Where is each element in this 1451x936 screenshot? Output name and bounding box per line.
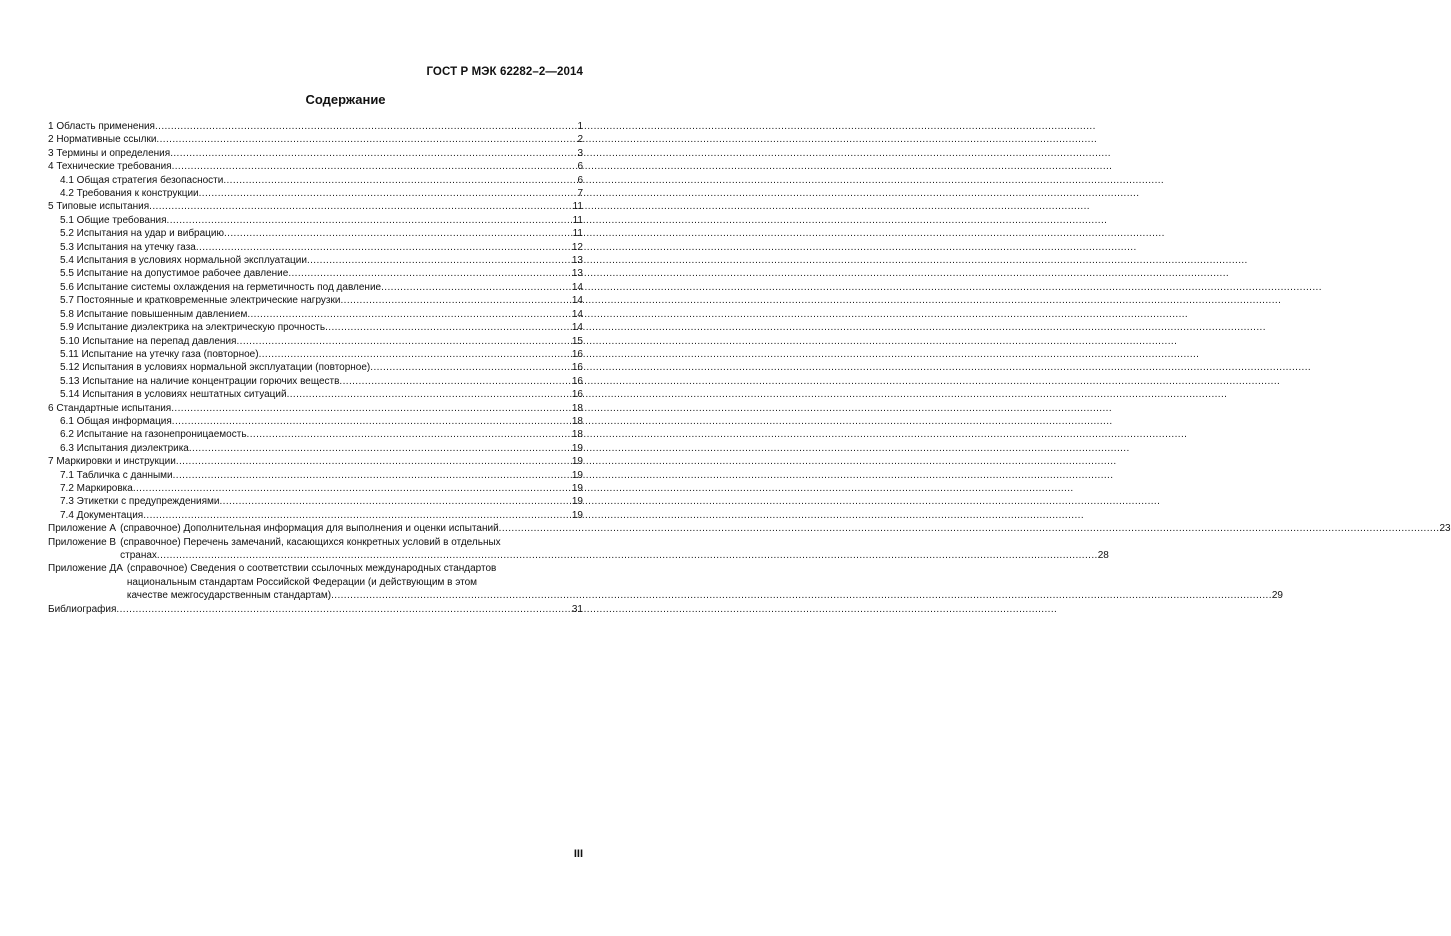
toc-entry-page: 14: [571, 281, 583, 293]
toc-entry-page: 28: [1097, 550, 1109, 561]
toc-entry-title: 5.10 Испытание на перепад давления: [60, 335, 237, 347]
toc-entry[interactable]: [48, 227, 583, 240]
toc-leader: [176, 455, 572, 468]
annex-line: (справочное) Сведения о соответствии ссылочных международных стандартов: [126, 563, 497, 575]
toc-leader: [288, 267, 572, 280]
toc-entry-page: 15: [571, 335, 583, 347]
toc-entry-bibliography[interactable]: [48, 603, 583, 616]
toc-entry[interactable]: [48, 402, 583, 415]
toc-entry[interactable]: [48, 133, 583, 146]
toc-entry-page: 7: [577, 188, 583, 200]
annex-body: [127, 562, 1283, 602]
toc-entry-page: 19: [571, 496, 583, 508]
toc-entry-page: 18: [571, 429, 583, 441]
toc-leader: [172, 415, 572, 428]
toc-leader: [381, 281, 572, 294]
toc-entry[interactable]: [48, 361, 583, 374]
toc-entry-title: 7.4 Документация: [60, 509, 144, 521]
toc-entry[interactable]: [48, 160, 583, 173]
toc-entry-title: 7.3 Этикетки с предупреждениями: [60, 496, 220, 508]
toc-entry-page: 18: [571, 415, 583, 427]
toc-entry-title: 5.5 Испытание на допустимое рабочее давление: [60, 268, 289, 280]
toc-entry[interactable]: [48, 174, 583, 187]
annex-label: Приложение А: [48, 523, 117, 535]
toc-entry-title: 5.8 Испытание повышенным давлением: [60, 308, 248, 320]
toc-entry[interactable]: [48, 348, 583, 361]
annex-line: странах: [120, 550, 157, 561]
toc-entry-page: 18: [571, 402, 583, 414]
toc-entry[interactable]: [48, 294, 583, 307]
annex-line: качестве межгосударственным стандартам): [126, 590, 332, 602]
toc-entry-page: 2: [577, 134, 583, 146]
toc-entry[interactable]: [48, 415, 583, 428]
toc-entry[interactable]: [48, 187, 583, 200]
toc-entry-page: 13: [571, 255, 583, 267]
toc-entry[interactable]: [48, 495, 583, 508]
toc-entry-page: 16: [571, 348, 583, 360]
toc-leader: [307, 254, 572, 267]
toc-entry[interactable]: [48, 442, 583, 455]
toc-entry-title: Библиография: [48, 603, 117, 615]
toc-entry-title: 5.1 Общие требования: [60, 214, 167, 226]
table-of-contents: [48, 120, 1451, 616]
toc-entry[interactable]: [48, 375, 583, 388]
toc-entry-title: 6 Стандартные испытания: [48, 402, 172, 414]
toc-entry-page: 19: [571, 456, 583, 468]
toc-entry-page: 19: [571, 482, 583, 494]
toc-entry-title: 6.2 Испытание на газонепроницаемость: [60, 429, 247, 441]
toc-leader: [196, 241, 572, 254]
toc-entry-title: 5.2 Испытания на удар и вибрацию: [60, 228, 224, 240]
toc-entry-page: 11: [572, 201, 583, 213]
toc-entry-title: 5.9 Испытание диэлектрика на электрическую прочность: [60, 322, 326, 334]
toc-entry-page: 19: [571, 469, 583, 481]
toc-entry-page: 29: [1271, 590, 1283, 602]
standard-code: ГОСТ Р МЭК 62282–2—2014: [426, 66, 583, 78]
toc-leader: [370, 361, 572, 374]
toc-entry-page: 1: [577, 121, 583, 132]
toc-entry-page: 19: [571, 442, 583, 454]
toc-entry-page: 6: [577, 161, 583, 173]
annex-last-line: [127, 589, 1283, 602]
toc-leader: [287, 388, 572, 401]
toc-entry[interactable]: [48, 241, 583, 254]
toc-leader: [155, 120, 577, 133]
toc-entry-title: 5.11 Испытание на утечку газа (повторное): [60, 348, 259, 360]
toc-leader: [224, 227, 573, 240]
toc-leader: [247, 308, 572, 321]
toc-entry-title: 4.2 Требования к конструкции: [60, 188, 199, 200]
toc-entry-title: 2 Нормативные ссылки: [48, 134, 157, 146]
toc-entry-title: 6.1 Общая информация: [60, 415, 172, 427]
toc-entry[interactable]: [48, 308, 583, 321]
toc-leader: [116, 603, 571, 616]
toc-entry[interactable]: [48, 267, 583, 280]
toc-leader: [157, 549, 1098, 562]
toc-leader: [220, 495, 572, 508]
toc-entry-title: 6.3 Испытания диэлектрика: [60, 442, 189, 454]
annex-last-line: [120, 522, 1450, 535]
toc-leader: [171, 402, 572, 415]
toc-annexes: [48, 522, 1451, 602]
toc-entry-page: 13: [571, 268, 583, 280]
annex-last-line: [120, 549, 1109, 562]
toc-leader: [170, 147, 577, 160]
toc-entry-title: 3 Термины и определения: [48, 147, 171, 159]
toc-entry[interactable]: [48, 335, 583, 348]
toc-leader: [223, 174, 577, 187]
page-number: III: [573, 848, 583, 860]
toc-entry[interactable]: [48, 509, 583, 522]
toc-entry-title: 5 Типовые испытания: [48, 201, 150, 213]
toc-entries: [48, 120, 583, 522]
toc-leader: [173, 469, 572, 482]
toc-entry[interactable]: [48, 200, 583, 213]
toc-entry-title: 1 Область применения: [48, 121, 155, 132]
toc-entry-title: 7.2 Маркировка: [60, 482, 133, 494]
toc-title: Содержание: [305, 92, 386, 107]
toc-entry-title: 5.13 Испытание на наличие концентрации горючих веществ: [60, 375, 340, 387]
toc-leader: [499, 522, 1440, 535]
annex-line: (справочное) Перечень замечаний, касающихся конкретных условий в отдельных: [120, 536, 501, 548]
toc-entry-title: 7 Маркировки и инструкции: [48, 456, 176, 468]
toc-leader: [143, 509, 572, 522]
toc-entry-title: 5.14 Испытания в условиях нештатных ситуаций: [60, 389, 287, 401]
toc-entry[interactable]: [48, 254, 583, 267]
toc-entry-page: 3: [577, 147, 583, 159]
toc-entry-title: 5.12 Испытания в условиях нормальной эксплуатации (повторное): [60, 362, 371, 374]
annex-body: [120, 536, 1109, 563]
toc-entry-title: 7.1 Табличка с данными: [60, 469, 173, 481]
toc-leader: [133, 482, 572, 495]
toc-leader: [325, 321, 572, 334]
toc-leader: [236, 335, 571, 348]
toc-entry-page: 14: [571, 322, 583, 334]
toc-entry-page: 6: [577, 174, 583, 186]
toc-leader: [247, 428, 572, 441]
toc-leader: [340, 294, 571, 307]
toc-entry[interactable]: [48, 469, 583, 482]
toc-entry-title: 5.3 Испытания на утечку газа: [60, 241, 196, 253]
toc-entry-page: 12: [571, 241, 583, 253]
toc-entry-title: 5.7 Постоянные и кратковременные электрические нагрузки: [60, 295, 341, 307]
toc-entry-page: 11: [572, 214, 583, 226]
toc-leader: [259, 348, 572, 361]
toc-entry-page: 16: [571, 389, 583, 401]
toc-entry[interactable]: [48, 214, 583, 227]
toc-annex[interactable]: [48, 536, 1109, 563]
toc-leader: [331, 589, 1272, 602]
toc-entry[interactable]: [48, 428, 583, 441]
toc-entry[interactable]: [48, 455, 583, 468]
toc-entry-page: 31: [571, 603, 583, 615]
toc-entry-title: 4.1 Общая стратегия безопасности: [60, 174, 224, 186]
toc-entry-page: 23: [1439, 523, 1451, 535]
toc-entry-title: 5.6 Испытание системы охлаждения на герметичность под давление: [60, 281, 382, 293]
annex-label: Приложение ДА: [48, 563, 123, 575]
toc-entry-page: 14: [571, 295, 583, 307]
toc-entry-page: 11: [572, 228, 583, 240]
toc-entry[interactable]: [48, 482, 583, 495]
annex-label: Приложение В: [48, 536, 117, 548]
toc-entry-page: 14: [571, 308, 583, 320]
toc-entry[interactable]: [48, 281, 583, 294]
toc-leader: [156, 133, 577, 146]
toc-entry[interactable]: [48, 147, 583, 160]
toc-entry[interactable]: [48, 321, 583, 334]
toc-leader: [199, 187, 578, 200]
toc-leader: [149, 200, 572, 213]
annex-body: [120, 522, 1450, 535]
toc-leader: [172, 160, 578, 173]
toc-annex[interactable]: [48, 562, 1283, 602]
toc-entry[interactable]: [48, 120, 583, 133]
toc-entry[interactable]: [48, 388, 583, 401]
toc-entry-page: 19: [571, 509, 583, 521]
toc-leader: [339, 375, 571, 388]
annex-line: (справочное) Дополнительная информация для выполнения и оценки испытаний: [120, 523, 499, 535]
toc-entry-title: 4 Технические требования: [48, 161, 172, 173]
toc-leader: [189, 442, 572, 455]
toc-annex[interactable]: [48, 522, 1451, 535]
toc-leader: [167, 214, 573, 227]
toc-entry-title: 5.4 Испытания в условиях нормальной эксплуатации: [60, 255, 307, 267]
toc-entry-page: 16: [571, 375, 583, 387]
toc-entry-page: 16: [571, 362, 583, 374]
annex-line: национальным стандартам Российской Федерации (и действующим в этом: [126, 576, 478, 588]
